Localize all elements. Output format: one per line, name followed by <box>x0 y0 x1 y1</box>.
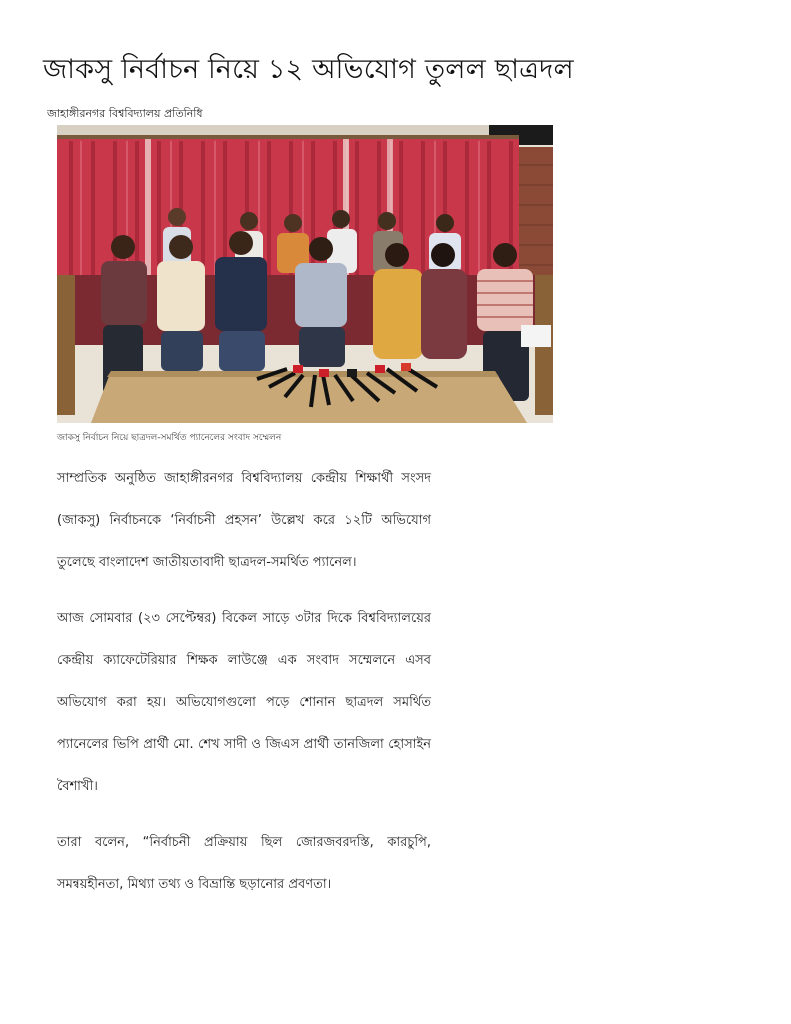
article-paragraph-3: তারা বলেন, “নির্বাচনী প্রক্রিয়ায় ছিল জোরজবরদস্তি, কারচুপি, সমন্বয়হীনতা, মিথ্যা তথ্য ও বিভ্রান্তি ছড়ানোর প্রবণতা। <box>57 835 431 892</box>
article-paragraph-1: সাম্প্রতিক অনুষ্ঠিত জাহাঙ্গীরনগর বিশ্ববিদ্যালয় কেন্দ্রীয় শিক্ষার্থী সংসদ (জাকসু) নির্বাচনকে ‘নির্বাচনী প্রহসন’ উল্লেখ করে ১২টি অভিযোগ তুলেছে বাংলাদেশ জাতীয়তাবাদী ছাত্রদল-সমর্থিত প্যানেল। <box>57 471 431 570</box>
photo-illustration <box>57 125 553 423</box>
article-paragraph-2: আজ সোমবার (২৩ সেপ্টেম্বর) বিকেল সাড়ে ৩টার দিকে বিশ্ববিদ্যালয়ের কেন্দ্রীয় ক্যাফেটেরিয়ার শিক্ষক লাউঞ্জে এক সংবাদ সম্মেলনে এসব অভিযোগ করা হয়। অভিযোগগুলো পড়ে শোনান ছাত্রদল সমর্থিত প্যানেলের ভিপি প্রার্থী মো. শেখ সাদী ও জিএস প্রার্থী তানজিলা হোসাইন বৈশাখী। <box>57 611 431 794</box>
article-headline: জাকসু নির্বাচন নিয়ে ১২ অভিযোগ তুলল ছাত্রদল <box>43 54 574 85</box>
article-body <box>57 458 431 920</box>
press-conference-photo <box>57 125 553 423</box>
article-byline: জাহাঙ্গীরনগর বিশ্ববিদ্যালয় প্রতিনিধি <box>47 107 203 120</box>
photo-caption: জাকসু নির্বাচন নিয়ে ছাত্রদল-সমর্থিত প্যানেলের সংবাদ সম্মেলন <box>57 433 282 443</box>
